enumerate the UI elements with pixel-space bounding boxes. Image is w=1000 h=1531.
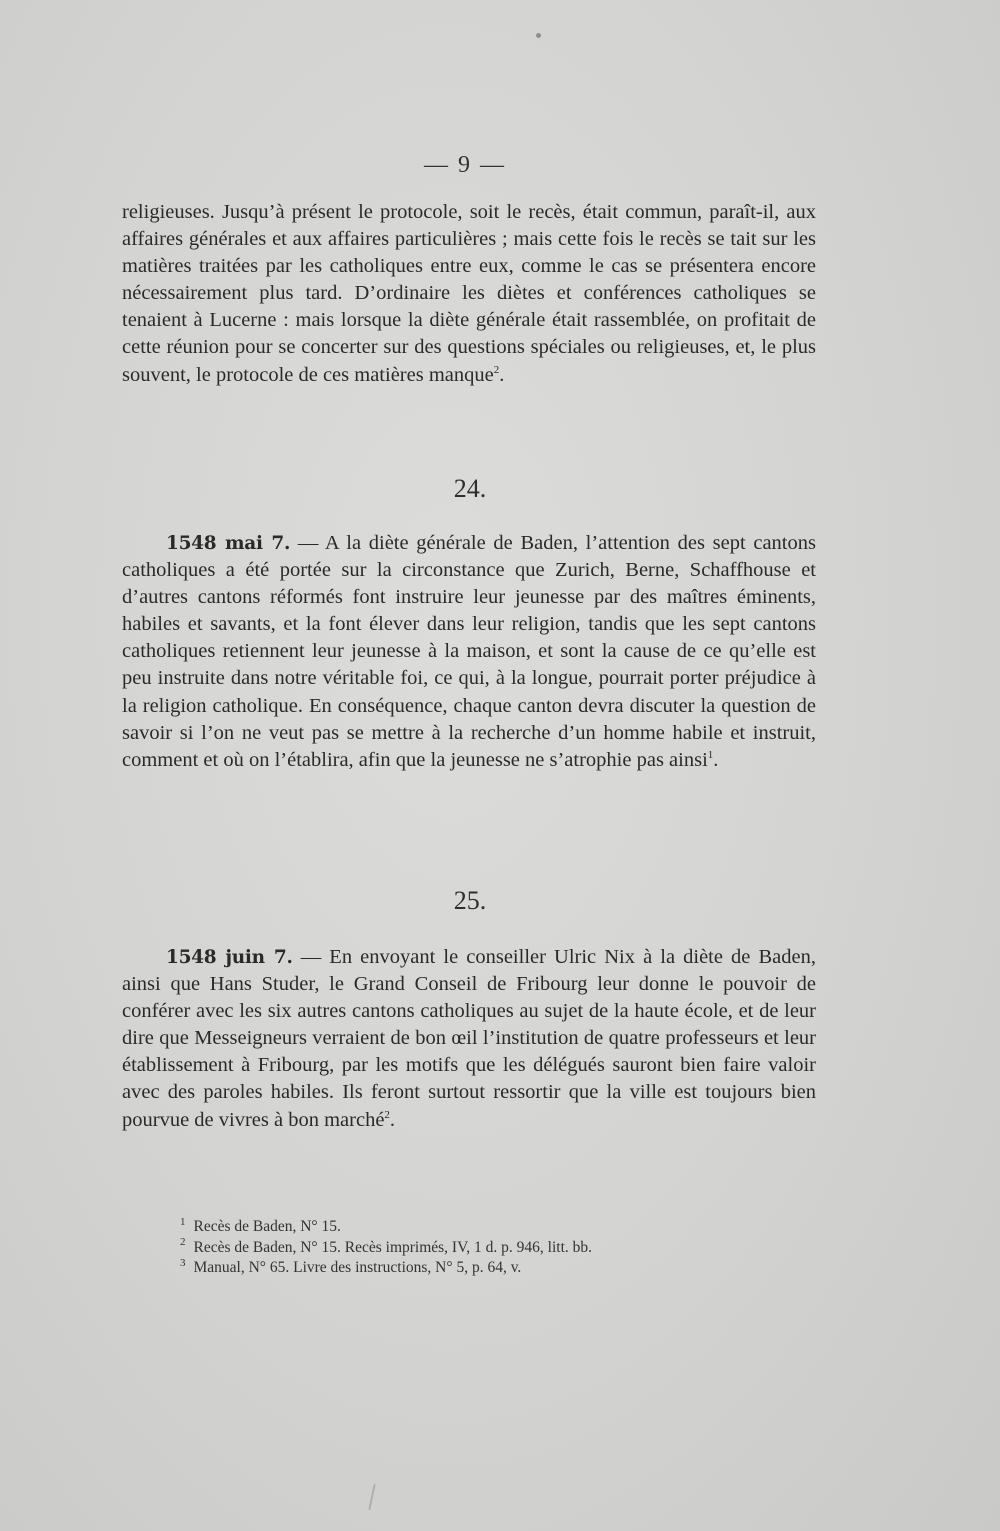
- entry-date: 1548 mai 7.: [166, 533, 291, 554]
- intro-paragraph: [122, 199, 816, 389]
- paper-speck: [536, 33, 541, 38]
- paper-scratch: [368, 1484, 375, 1510]
- footnote-2: [180, 1238, 820, 1259]
- section-number-25: 25.: [453, 886, 487, 915]
- footnote-text: Recès de Baden, N° 15. Recès imprimés, IV, 1 d. p. 946, litt. bb.: [193, 1238, 593, 1256]
- footnote-text: Recès de Baden, N° 15.: [193, 1218, 341, 1235]
- section-number-24: 24.: [453, 474, 487, 503]
- entry-date: 1548 juin 7.: [166, 947, 293, 968]
- entry-end: .: [713, 748, 719, 771]
- entry-text: — A la diète générale de Baden, l’attention des sept cantons catholiques a été portée sur la circonstance que Zurich, Berne, Schaffhouse et d’autres cantons réformés font instruire leur jeunesse par des maîtres éminents, habiles et savants, et la font élever dans leur religion, tandis que les sept cantons catholiques retiennent leur jeunesse à la maison, et sont la cause de ce qu’elle est peu instruite dans notre véritable foi, ce qui, à la longue, pourrait porter préjudice à la religion catholique. En conséquence, chaque canton devra discuter la question de savoir si l’on ne veut pas se mettre à la recherche d’un homme habile et instruit, comment et où on l’établira, afin que la jeunesse ne s’atrophie pas ainsi: [122, 532, 816, 771]
- footnote-1: [180, 1217, 820, 1238]
- entry-25: [122, 944, 816, 1134]
- footnote-ref: 2: [493, 363, 500, 376]
- entry-24: [122, 530, 816, 774]
- footnote-text: Manual, N° 65. Livre des instructions, N° 5, p. 64, v.: [193, 1259, 522, 1276]
- footnote-mark: 2: [180, 1236, 186, 1249]
- footnote-ref: 1: [707, 748, 714, 761]
- footnote-mark: 1: [180, 1215, 186, 1228]
- intro-end: .: [499, 363, 505, 386]
- footnote-3: [180, 1258, 820, 1279]
- page-number: — 9 —: [424, 152, 506, 178]
- entry-end: .: [389, 1108, 396, 1131]
- entry-text: — En envoyant le conseiller Ulric Nix à la diète de Baden, ainsi que Hans Studer, le Grand Conseil de Fribourg leur donne le pouvoir de conférer avec les six autres cantons catholiques au sujet de la haute école, et de leur dire que Messeigneurs verraient de bon œil l’institution de quatre professeurs et leur établissement à Fribourg, par les motifs que les délégués sauront bien faire valoir avec des paroles habiles. Ils feront surtout ressortir que la ville est toujours bien pourvue de vivres à bon marché: [122, 946, 816, 1131]
- footnotes: [180, 1217, 820, 1279]
- footnote-mark: 3: [180, 1256, 186, 1269]
- footnote-ref: 2: [384, 1108, 390, 1121]
- intro-text: religieuses. Jusqu’à présent le protocole, soit le recès, était commun, paraît-il, aux affaires générales et aux affaires particulières ; mais cette fois le recès se tait sur les matières traitées par les catholiques entre eux, comme le cas se présentera encore nécessairement plus tard. D’ordinaire les diètes et conférences catholiques se tenaient à Lucerne : mais lorsque la diète générale était rassemblée, on profitait de cette réunion pour se concerter sur des questions spéciales ou religieuses, et, le plus souvent, le protocole de ces matières manque: [122, 201, 816, 386]
